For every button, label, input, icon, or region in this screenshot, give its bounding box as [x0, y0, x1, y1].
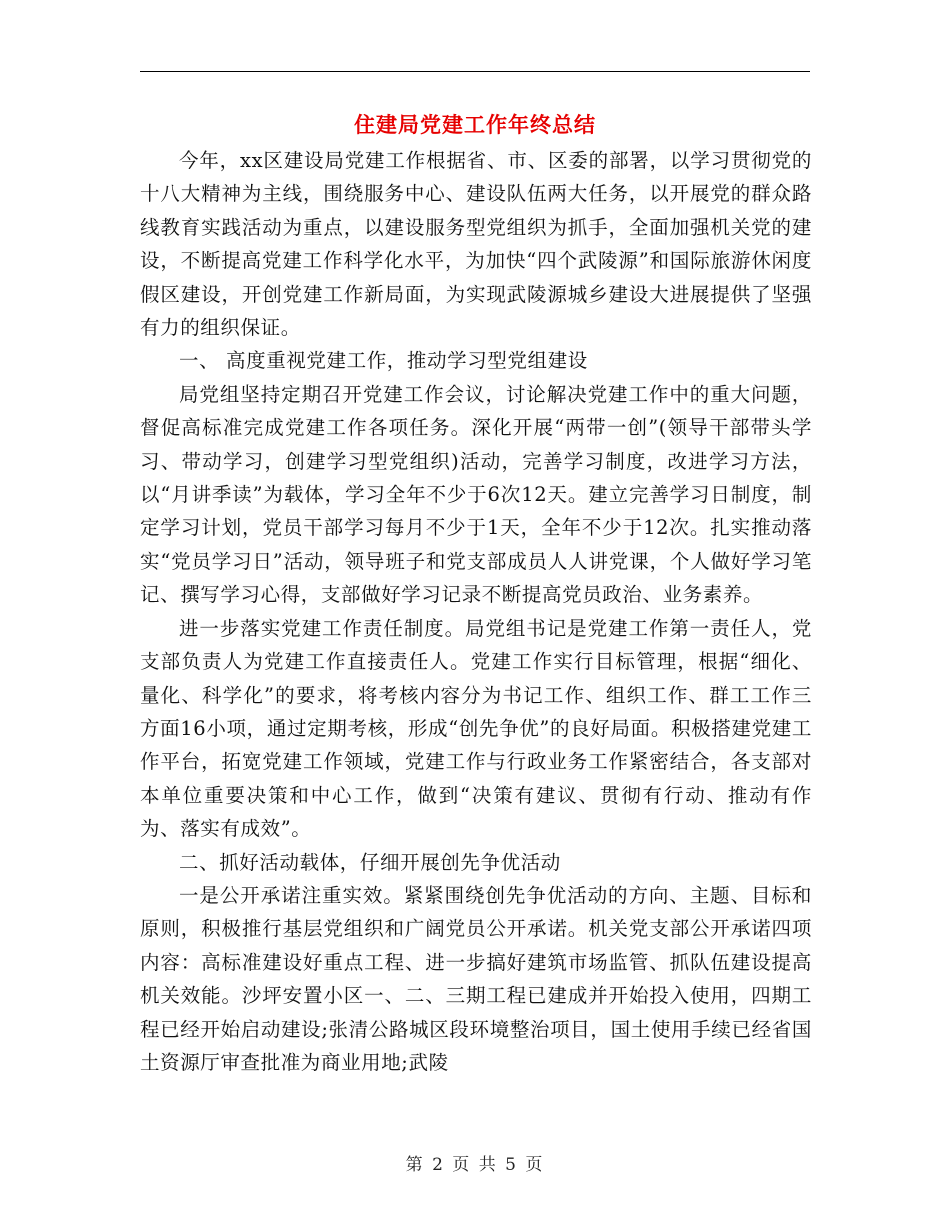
- document-body: [140, 144, 812, 1079]
- paragraph-commitment: 一是公开承诺注重实效。紧紧围绕创先争优活动的方向、主题、目标和原则，积极推行基层党组织和广阔党员公开承诺。机关党支部公开承诺四项内容：高标准建设好重点工程、进一步搞好建筑市场监管、抓队伍建设提高机关效能。沙坪安置小区一、二、三期工程已建成并开始投入使用，四期工程已经开始启动建设;张清公路城区段环境整治项目，国土使用手续已经省国土资源厅审查批准为商业用地;武陵: [140, 883, 812, 1074]
- header-rule: [140, 71, 810, 72]
- paragraph-study: 局党组坚持定期召开党建工作会议，讨论解决党建工作中的重大问题，督促高标准完成党建工作各项任务。深化开展“两带一创”(领导干部带头学习、带动学习，创建学习型党组织)活动，完善学习制度，改进学习方法，以“月讲季读”为载体，学习全年不少于6次12天。建立完善学习日制度，制定学习计划，党员干部学习每月不少于1天，全年不少于12次。扎实推动落实“党员学习日”活动，领导班子和党支部成员人人讲党课，个人做好学习笔记、撰写学习心得，支部做好学习记录不断提高党员政治、业务素养。: [140, 382, 812, 607]
- paragraph-responsibility: 进一步落实党建工作责任制度。局党组书记是党建工作第一责任人，党支部负责人为党建工作直接责任人。党建工作实行目标管理，根据“细化、量化、科学化”的要求，将考核内容分为书记工作、组织工作、群工工作三方面16小项，通过定期考核，形成“创先争优”的良好局面。积极搭建党建工作平台，拓宽党建工作领域，党建工作与行政业务工作紧密结合，各支部对本单位重要决策和中心工作，做到“决策有建议、贯彻有行动、推动有作为、落实有成效”。: [140, 616, 812, 841]
- section-heading-1: 一、 高度重视党建工作，推动学习型党组建设: [179, 349, 588, 373]
- page-number-footer: 第 2 页 共 5 页: [405, 1155, 545, 1175]
- document-title: 住建局党建工作年终总结: [354, 112, 596, 137]
- section-heading-2: 二、抓好活动载体，仔细开展创先争优活动: [179, 850, 561, 874]
- paragraph-intro: 今年，xx区建设局党建工作根据省、市、区委的部署，以学习贯彻党的十八大精神为主线，围绕服务中心、建设队伍两大任务，以开展党的群众路线教育实践活动为重点，以建设服务型党组织为抓手，全面加强机关党的建设，不断提高党建工作科学化水平，为加快“四个武陵源”和国际旅游休闲度假区建设，开创党建工作新局面，为实现武陵源城乡建设大进展提供了坚强有力的组织保证。: [140, 149, 812, 340]
